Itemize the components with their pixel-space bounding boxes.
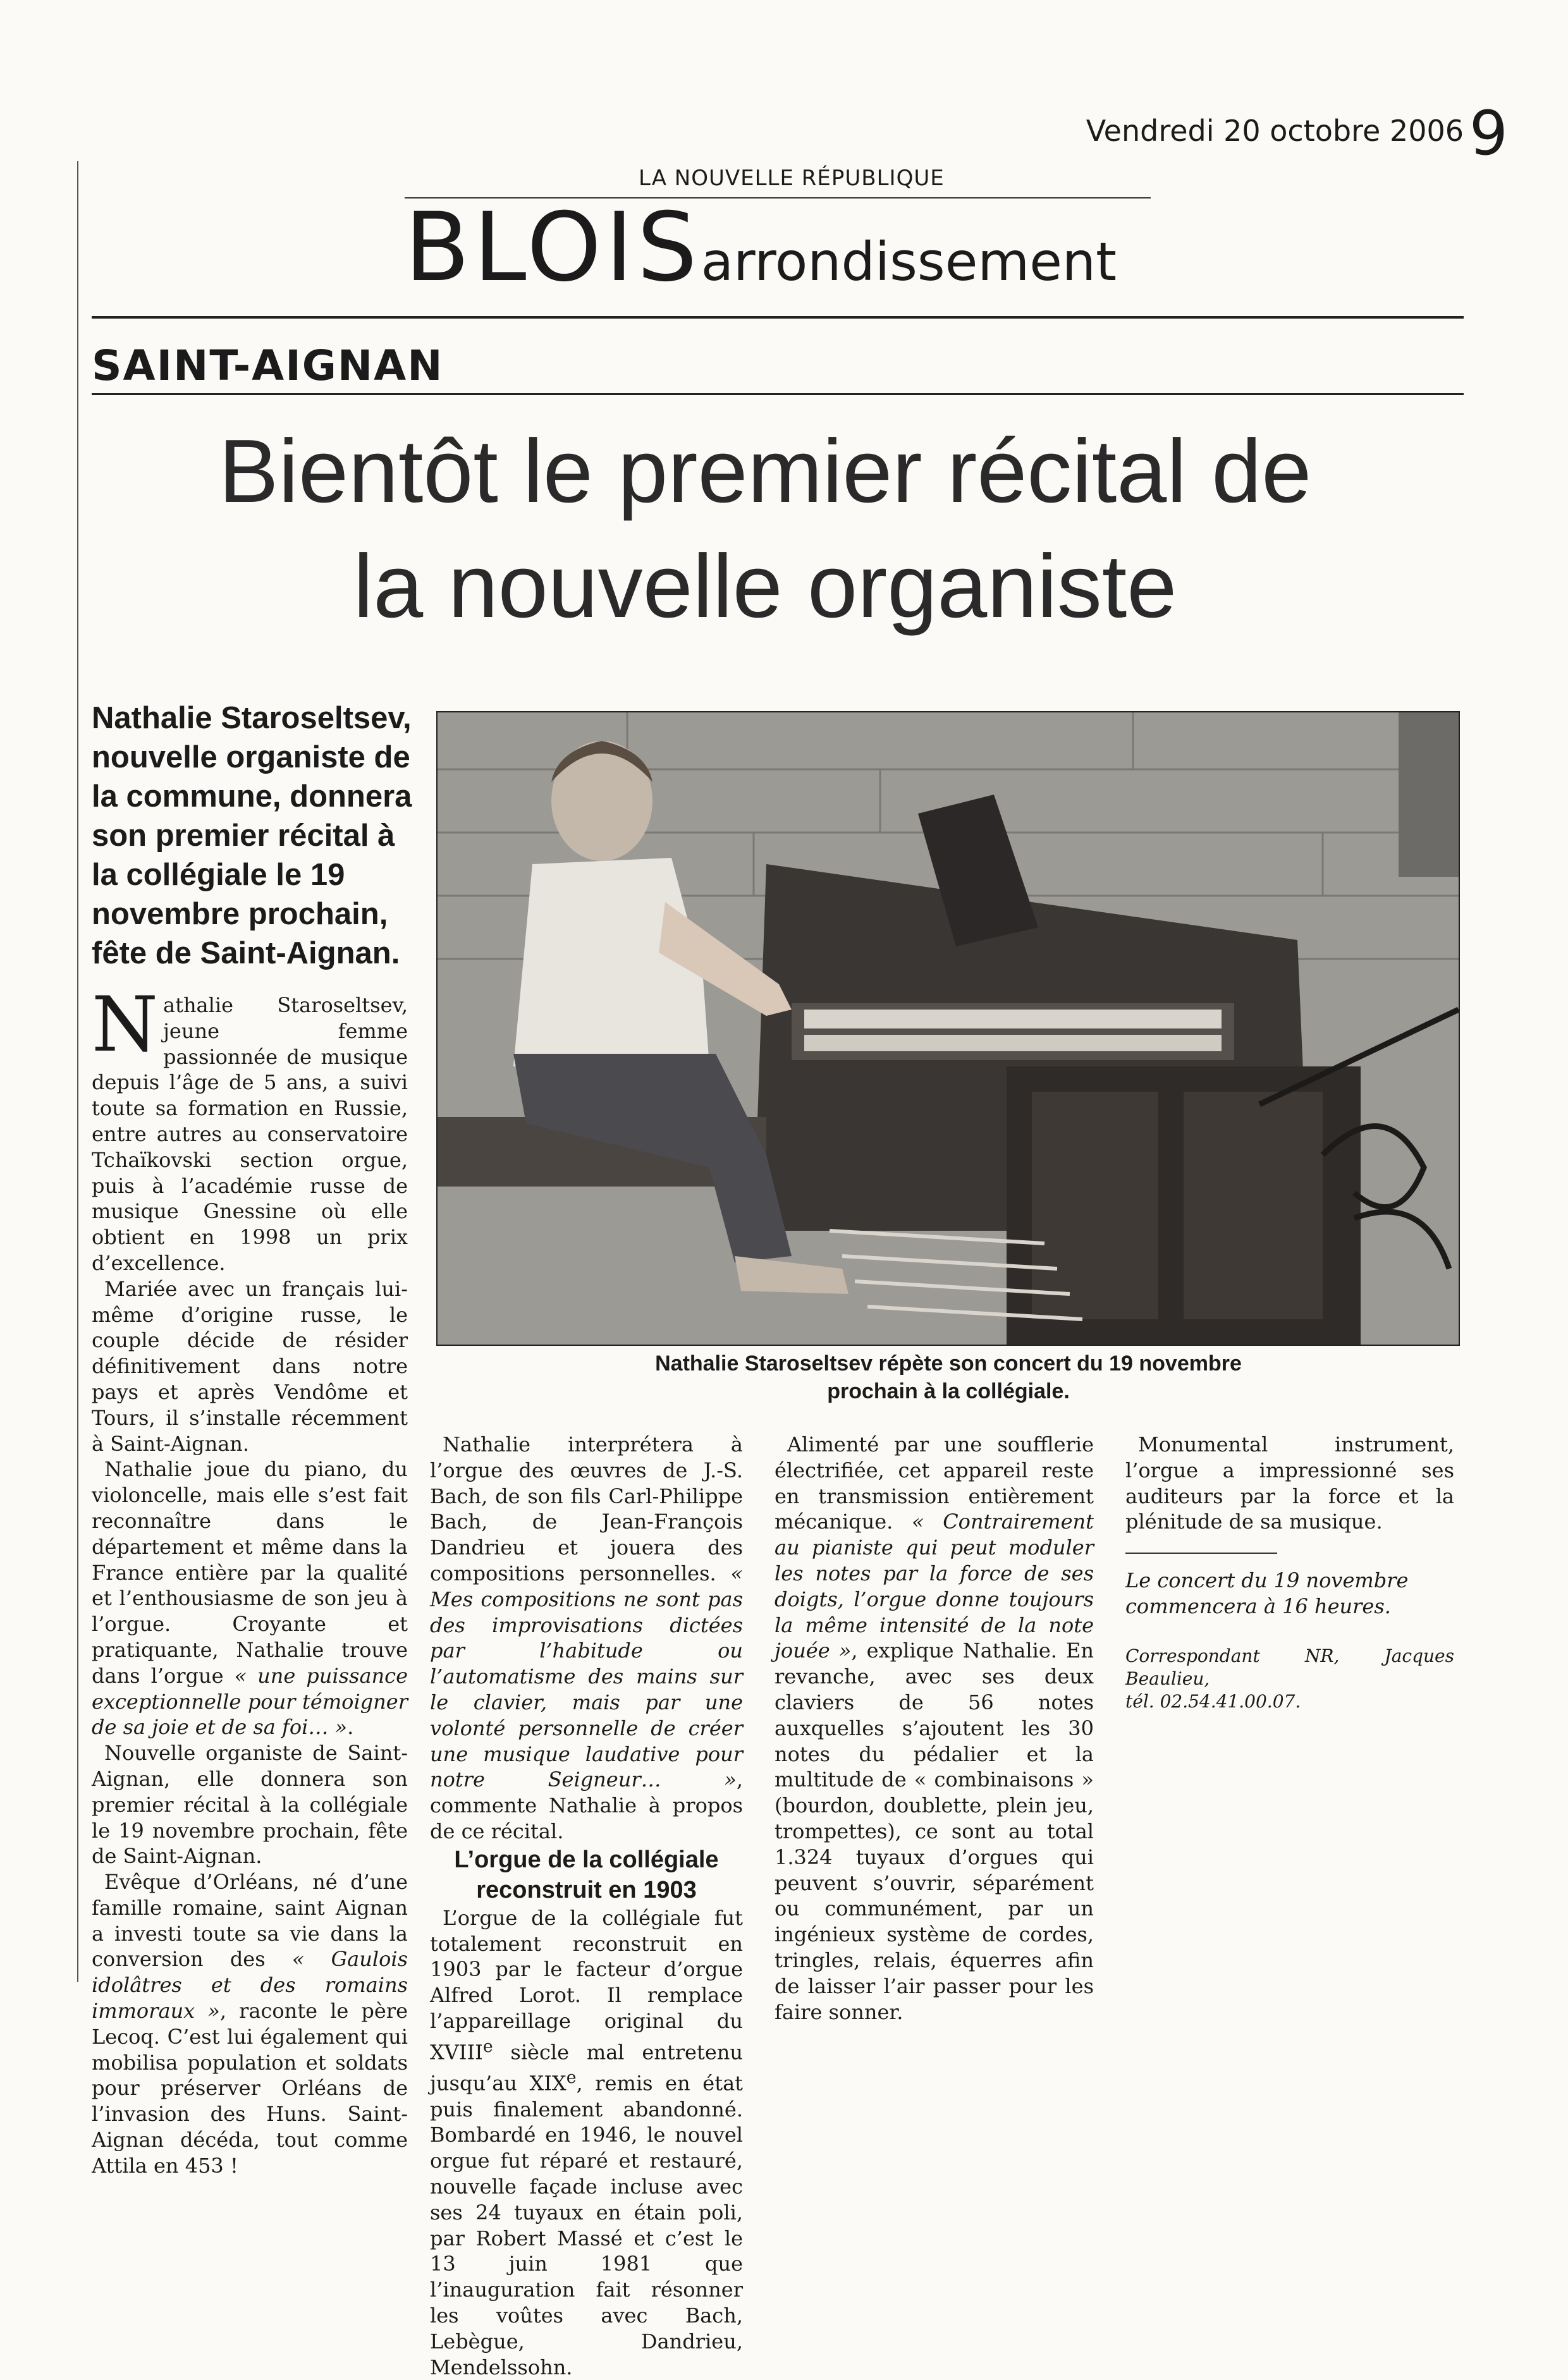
article-photo: [436, 711, 1460, 1346]
article-paragraph: Mariée avec un français lui-même d’origine russe, le couple décide de résider définitivement dans notre pays et après Vendôme et Tours, il s’installe récemment à Saint-Aignan.: [92, 1276, 408, 1456]
article-column-2: [430, 1432, 743, 2380]
article-paragraph: Monumental instrument, l’orgue a impressionné ses auditeurs par la force et la plénitude de sa musique.: [1125, 1432, 1454, 1534]
article-column-1: [92, 981, 408, 2179]
article-subhead: L’orgue de la collégiale reconstruit en 1903: [454, 1846, 719, 1903]
article-paragraph: Nathalie joue du piano, du violoncelle, mais elle s’est fait reconnaître dans le département et même dans la France entière par la qualité et l’enthousiasme de son jeu à l’orgue. Croyante et pratiquante, Nathalie trouve dans l’orgue « une puissance exceptionnelle pour témoigner de sa joie et de sa foi… ».: [92, 1457, 408, 1740]
article-paragraph: Nouvelle organiste de Saint-Aignan, elle donnera son premier récital à la collégiale le 19 novembre prochain, fête de Saint-Aignan.: [92, 1741, 408, 1869]
town-rule: [92, 393, 1464, 395]
article-column-4: [1125, 1432, 1454, 1713]
page-number: 9: [1469, 98, 1508, 169]
quote: « Gaulois idolâtres et des romains immoraux »: [92, 1947, 408, 2023]
quote: « une puissance exceptionnelle pour témoigner de sa joie et de sa foi… »: [92, 1663, 408, 1740]
article-paragraph: Alimenté par une soufflerie électrifiée, cet appareil reste en transmission entièrement mécanique. « Contrairement au pianiste qui peut moduler les notes par la force de ses doigts, l’orgue donne toujours la même intensité de la note jouée », explique Nathalie. En revanche, avec ses deux claviers de 56 notes auxquelles s’ajoutent les 30 notes du pédalier et la multitude de « combinaisons » (bourdon, doublette, plein jeu, trompettes), ce sont au total 1.324 tuyaux d’orgues qui peuvent s’ouvrir, séparément ou communément, par un ingénieux système de cordes, tringles, relais, équerres afin de laisser l’air passer pour les faire sonner.: [775, 1432, 1094, 2024]
article-paragraph: Evêque d’Orléans, né d’une famille romaine, saint Aignan a investi toute sa vie dans la conversion des « Gaulois idolâtres et des romains immoraux », raconte le père Lecoq. C’est lui également qui mobilisa population et soldats pour préserver Orléans de l’invasion des Huns. Saint-Aignan décéda, tout comme Attila en 453 !: [92, 1870, 408, 2178]
newspaper-name: LA NOUVELLE RÉPUBLIQUE: [639, 166, 945, 191]
organist-photo-illustration: [438, 712, 1459, 1345]
concert-note: Le concert du 19 novembre commencera à 16 heures.: [1125, 1568, 1409, 1618]
quote: « Contrairement au pianiste qui peut moduler les notes par la force de ses doigts, l’orgue donne toujours la même intensité de la note jouée »: [775, 1510, 1094, 1663]
section-title: [405, 193, 1117, 303]
article-headline: Bientôt le premier récital de la nouvelle organiste: [218, 421, 1312, 637]
drop-cap: N: [92, 981, 158, 1069]
section-title-main: BLOIS: [405, 193, 701, 303]
quote: « Mes compositions ne sont pas des improvisations dictées par l’habitude ou l’automatisme des mains sur le clavier, mais par une volonté personnelle de créer une musique laudative pour notre Seigneur… »: [430, 1561, 743, 1792]
article-paragraph: Nathalie Staroseltsev, jeune femme passionnée de musique depuis l’âge de 5 ans, a suivi toute sa formation en Russie, entre autres au conservatoire Tchaïkovski section orgue, puis à l’académie russe de musique Gnessine où elle obtient en 1998 un prix d’excellence.: [92, 981, 408, 1275]
section-rule: [92, 316, 1464, 319]
article-standfirst: Nathalie Staroseltsev, nouvelle organiste de la commune, donnera son premier récital à la collégiale le 19 novembre prochain, fête de Saint-Aignan.: [92, 701, 412, 970]
note-rule: [1125, 1553, 1277, 1554]
article-column-3: [775, 1432, 1094, 2025]
article-paragraph: Nathalie interprétera à l’orgue des œuvres de J.-S. Bach, de son fils Carl-Philippe Bach, de Jean-François Dandrieu et jouera des compositions personnelles. « Mes compositions ne sont pas des improvisations dictées par l’habitude ou l’automatisme des mains sur le clavier, mais par une volonté personnelle de créer une musique laudative pour notre Seigneur… », commente Nathalie à propos de ce récital.: [430, 1432, 743, 1843]
left-column-border: [77, 161, 78, 1982]
correspondent-credit: Correspondant NR, Jacques Beaulieu, tél. 02.54.41.00.07.: [1125, 1645, 1454, 1712]
section-title-sub: arrondissement: [701, 231, 1117, 293]
town-label: SAINT-AIGNAN: [92, 341, 444, 390]
issue-date: Vendredi 20 octobre 2006: [1086, 114, 1464, 148]
article-paragraph: L’orgue de la collégiale fut totalement reconstruit en 1903 par le facteur d’orgue Alfred Lorot. Il remplace l’appareillage original du XVIIIe siècle mal entretenu jusqu’au XIXe, remis en état puis finalement abandonné. Bombardé en 1946, le nouvel orgue fut réparé et restauré, nouvelle façade incluse avec ses 24 tuyaux en étain poli, par Robert Massé et c’est le 13 juin 1981 que l’inauguration fait résonner les voûtes avec Bach, Lebègue, Dandrieu, Mendelssohn.: [430, 1905, 744, 2379]
photo-caption: Nathalie Staroseltsev répète son concert du 19 novembre prochain à la collégiale.: [655, 1352, 1242, 1403]
